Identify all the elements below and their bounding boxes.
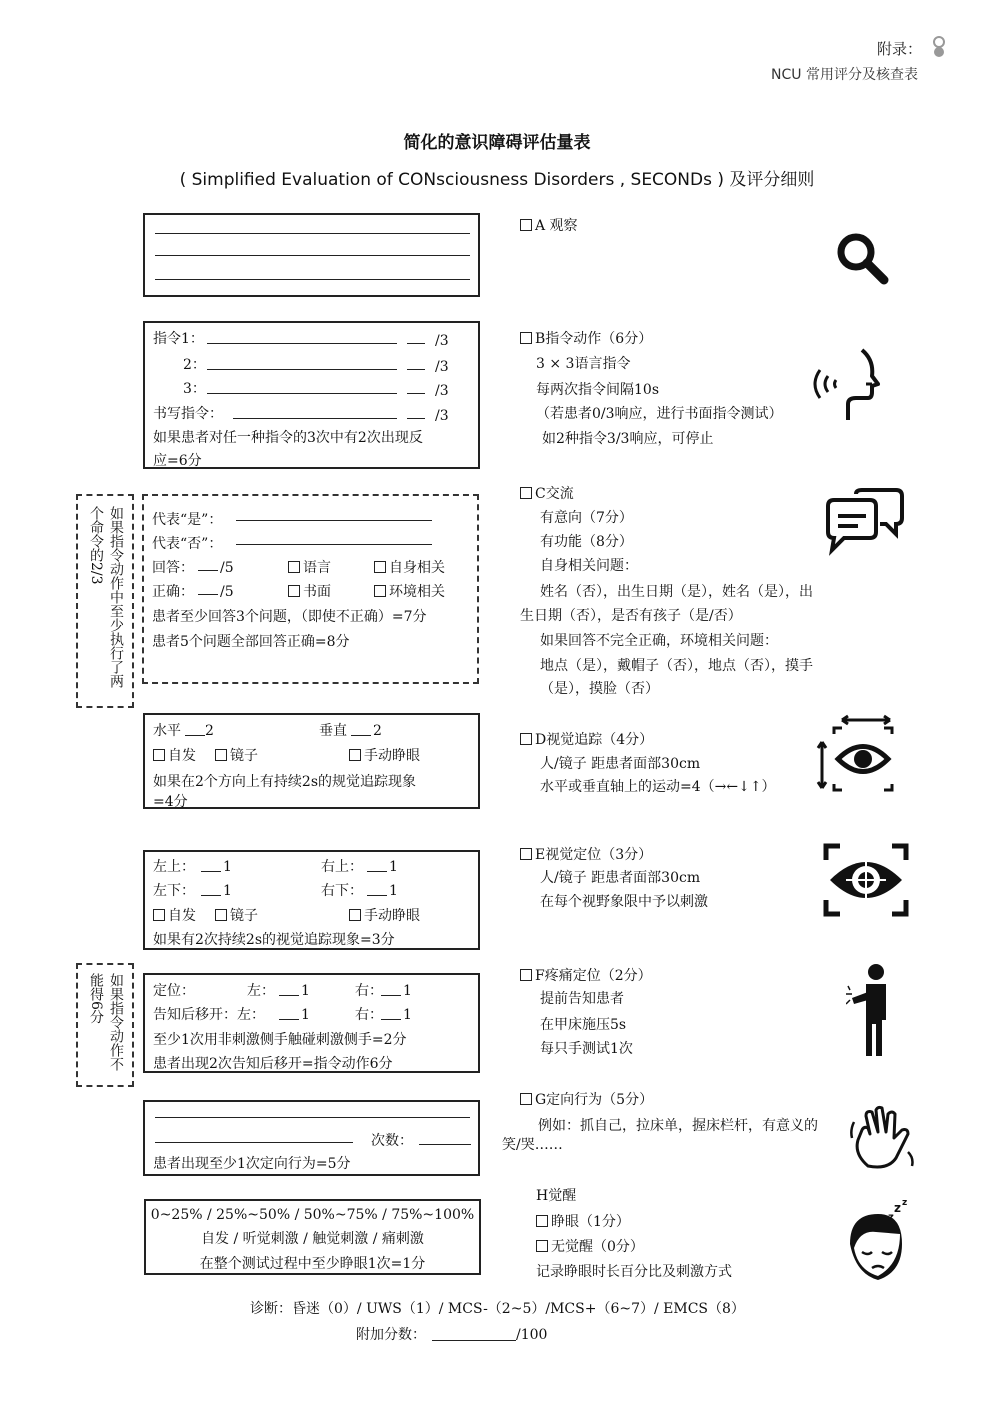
checkbox[interactable] [520, 332, 532, 344]
checkbox[interactable] [520, 969, 532, 981]
eye-tracking-icon [812, 712, 902, 798]
communication-box: 代表“是”： 代表“否”： 回答： /5 语言 自身相关 正确： /5 书面 环境相关 患者至少回答3个问题，（即使不正确）=7分 患者5个问题全部回答正确=8分 [142, 494, 479, 684]
person-pain-icon [846, 962, 894, 1058]
visual-pursuit-box: 水平 2 垂直 2 自发 镜子 手动睁眼 如果在2个方向上有持续2s的规觉追踪现象 =4分 [143, 713, 480, 809]
eyes-open-option[interactable]: 睁眼（1分） [536, 1210, 630, 1234]
page-title: 简化的意识障碍评估量表 [403, 133, 591, 153]
checkbox[interactable] [536, 1215, 548, 1227]
appendix-label: 附录： [876, 40, 922, 58]
speaking-head-icon [808, 340, 890, 424]
communication-side-note-box: 如果指令动作中至少执行了两个命令的2/3 [76, 494, 134, 708]
svg-text:z: z [902, 1198, 908, 1208]
oriented-behavior-box: 次数： 患者出现至少1次定向行为=5分 [143, 1100, 480, 1176]
section-h-label: H觉醒 [536, 1188, 577, 1204]
observation-box [143, 213, 480, 297]
svg-text:z: z [894, 1201, 901, 1215]
search-icon [832, 228, 892, 288]
section-a[interactable]: A 观察 [520, 214, 578, 238]
section-f[interactable]: F疼痛定位（2分） [520, 964, 652, 988]
no-signal-line[interactable] [236, 544, 432, 545]
extra-score-line[interactable] [432, 1340, 516, 1341]
extra-score-label: 附加分数： [356, 1327, 426, 1343]
section-b[interactable]: B指令动作（6分） [520, 327, 652, 351]
target-eye-icon [822, 842, 910, 918]
bookmark-icon [932, 36, 946, 58]
command-box: 指令1： 2： 3： 书写指令： /3 /3 /3 /3 如果患者对任一种指令的3次中有2次出现反 应=6分 [143, 321, 480, 469]
checkbox[interactable] [520, 219, 532, 231]
command-3-line[interactable] [207, 393, 397, 394]
command-2-line[interactable] [207, 369, 397, 370]
svg-text:z: z [888, 1212, 894, 1223]
yes-signal-line[interactable] [236, 520, 432, 521]
checkbox[interactable] [520, 848, 532, 860]
visual-localization-box: 左上： 1 右上： 1 左下： 1 右下： 1 自发 镜子 手动睁眼 如果有2次持续2s的视觉追踪现象=3分 [143, 850, 480, 950]
checkbox[interactable] [520, 733, 532, 745]
waving-hand-icon [848, 1104, 918, 1174]
section-c[interactable]: C交流 [520, 482, 574, 506]
diagnosis-line: 诊断：昏迷（0）/ UWS（1）/ MCS-（2~5）/MCS+（6~7）/ EMCS（8） [250, 1301, 745, 1317]
pain-localization-box: 定位： 左： 1 右： 1 告知后移开：左： 1 右： 1 至少1次用非刺激侧手触碰刺激侧手=2分 患者出现2次告知后移开=指令动作6分 [143, 973, 480, 1073]
times-line[interactable] [419, 1144, 471, 1145]
page-subtitle: ( Simplified Evaluation of CONsciousness Disorders , SECONDs ) 及评分细则 [179, 170, 815, 190]
arousal-box: 0~25% / 25%~50% / 50%~75% / 75%~100% 自发 / 听觉刺激 / 触觉刺激 / 痛刺激 在整个测试过程中至少睁眼1次=1分 [144, 1199, 481, 1275]
checkbox[interactable] [520, 1093, 532, 1105]
section-d[interactable]: D视觉追踪（4分） [520, 728, 653, 752]
section-g[interactable]: G定向行为（5分） [520, 1088, 653, 1112]
checkbox[interactable] [536, 1240, 548, 1252]
extra-score-total: /100 [516, 1327, 548, 1343]
written-command-line[interactable] [233, 418, 397, 419]
pain-side-note-box: 如果指令动作不能得6分 [76, 963, 134, 1087]
section-e[interactable]: E视觉定位（3分） [520, 843, 652, 867]
sleeping-head-icon [840, 1194, 916, 1286]
checkbox[interactable] [520, 487, 532, 499]
command-1-line[interactable] [207, 343, 397, 344]
appendix-subtitle: NCU 常用评分及核查表 [771, 67, 918, 83]
no-arousal-option[interactable]: 无觉醒（0分） [536, 1235, 644, 1259]
chat-bubbles-icon [822, 486, 908, 558]
